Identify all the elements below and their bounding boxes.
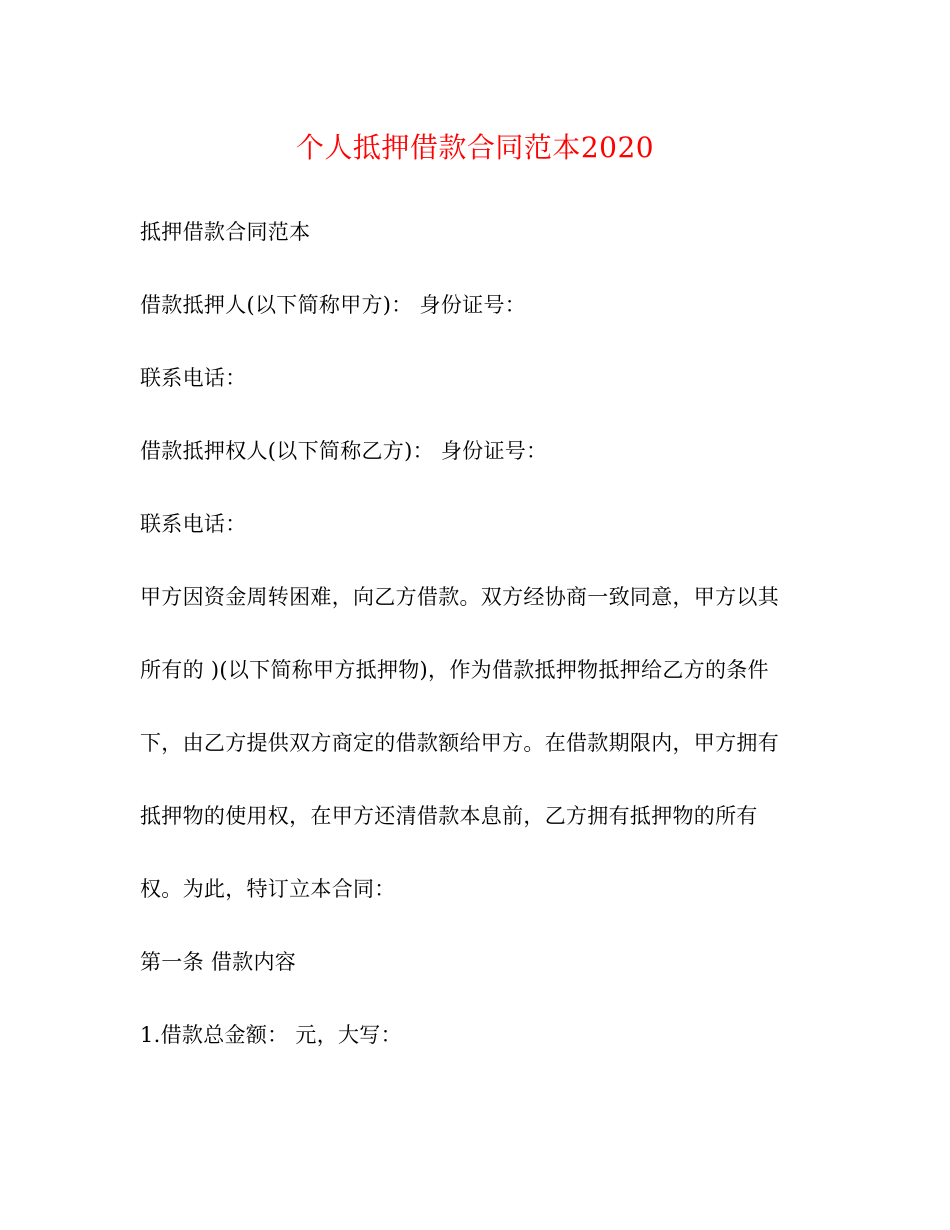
paragraph-line: 抵押物的使用权，在甲方还清借款本息前，乙方拥有抵押物的所有 — [140, 804, 758, 828]
paragraph-line: 权。为此，特订立本合同： — [140, 877, 396, 901]
paragraph-line: 下，由乙方提供双方商定的借款额给甲方。在借款期限内，甲方拥有 — [140, 731, 779, 755]
paragraph-line: 所有的 )(以下简称甲方抵押物)，作为借款抵押物抵押给乙方的条件 — [140, 658, 769, 682]
article-heading: 第一条 借款内容 — [140, 950, 297, 974]
party-b-line: 借款抵押权人(以下简称乙方)： 身份证号： — [140, 439, 548, 463]
party-a-phone-line: 联系电话： — [140, 366, 247, 390]
party-a-line: 借款抵押人(以下简称甲方)： 身份证号： — [140, 293, 527, 317]
paragraph-line: 甲方因资金周转困难，向乙方借款。双方经协商一致同意，甲方以其 — [140, 585, 779, 609]
party-b-phone-line: 联系电话： — [140, 512, 247, 536]
document-title: 个人抵押借款合同范本2020 — [295, 131, 655, 164]
subtitle-line: 抵押借款合同范本 — [140, 220, 311, 244]
document-body — [140, 212, 820, 1088]
loan-amount-line: 1.借款总金额： 元，大写： — [140, 1023, 402, 1047]
